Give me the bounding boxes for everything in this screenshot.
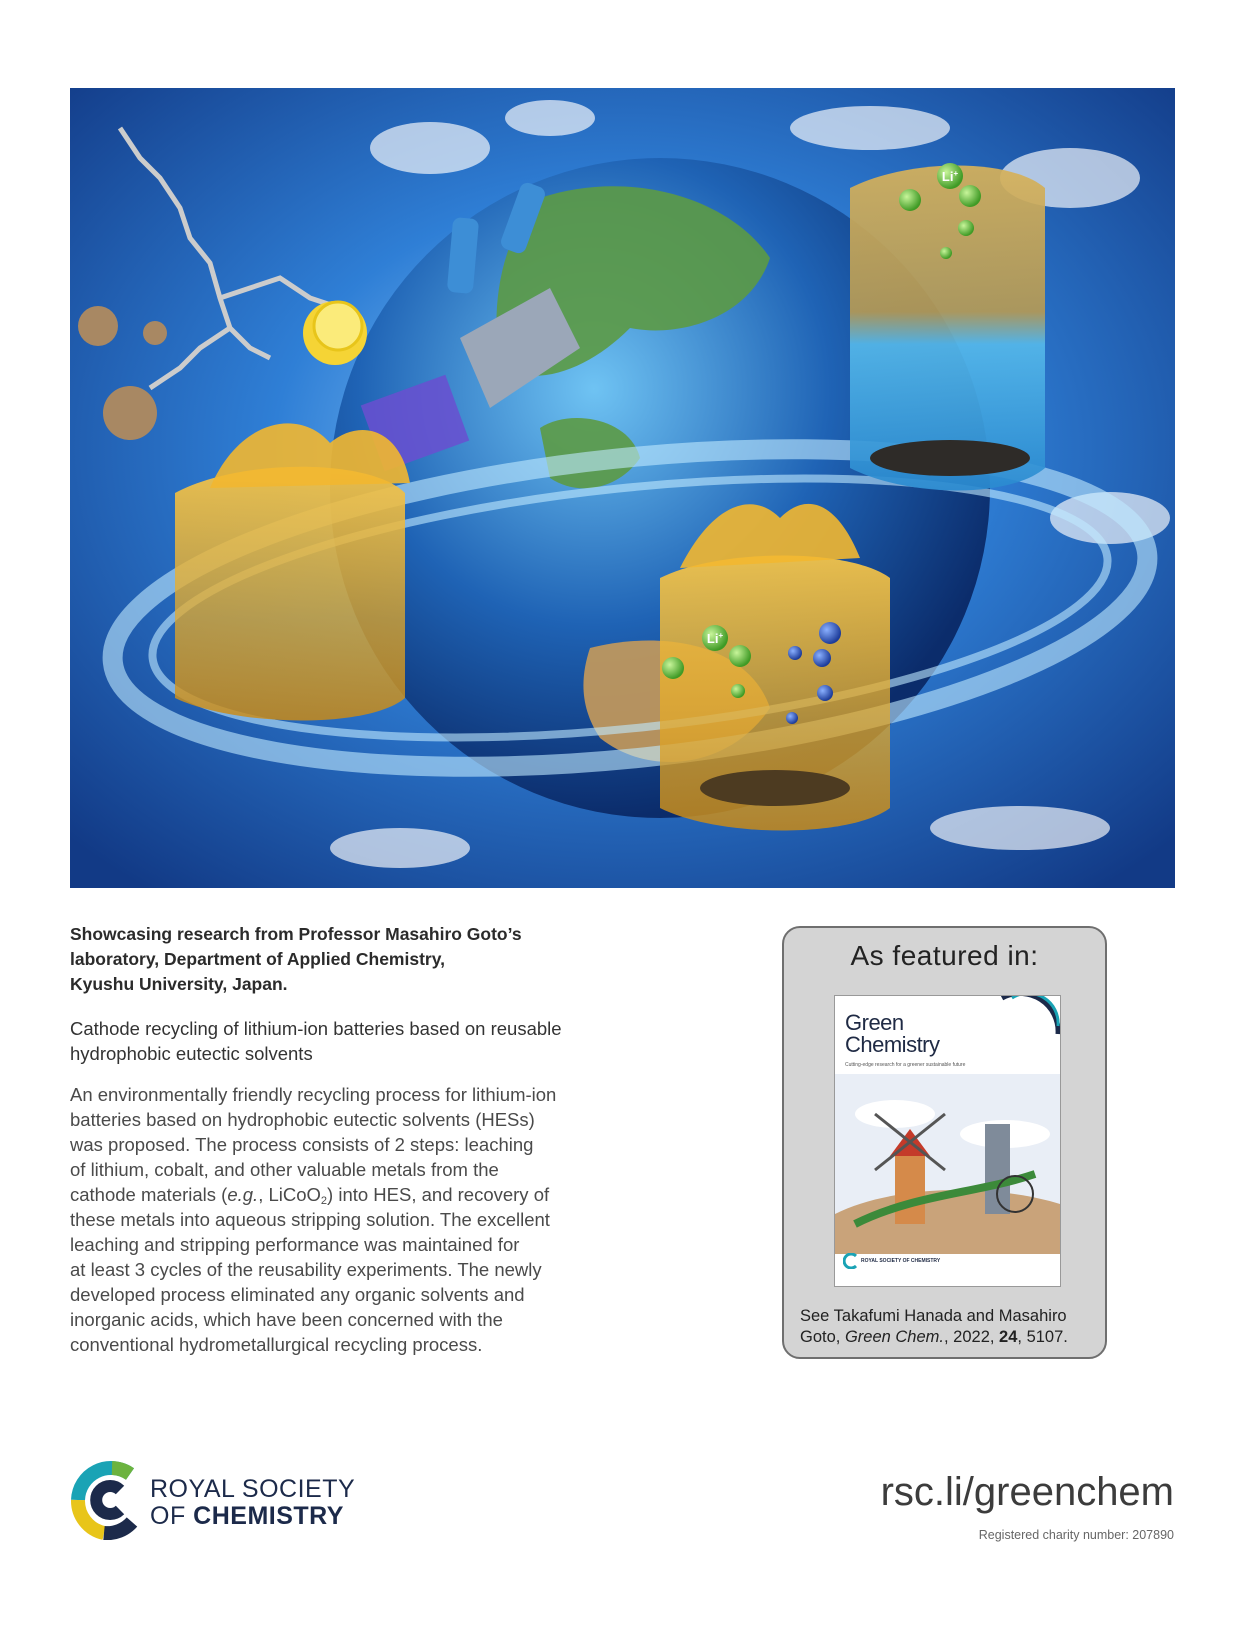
- journal-cover[interactable]: [834, 995, 1061, 1287]
- cover-subtitle: Cutting-edge research for a greener sustainable future: [845, 1062, 966, 1068]
- rsc-wordmark-fragment: OF: [150, 1502, 194, 1530]
- hero-illustration: [70, 88, 1175, 888]
- featured-box: [782, 926, 1107, 1359]
- article-title-line: Cathode recycling of lithium-ion batteries based on reusable: [70, 1018, 562, 1039]
- caption-journal: Green Chem.: [844, 1328, 944, 1346]
- abstract-fragment: ) into HES, and recovery of: [327, 1184, 550, 1205]
- abstract-line: conventional hydrometallurgical recycling process.: [70, 1334, 483, 1355]
- abstract-line: at least 3 cycles of the reusability experiments. The newly: [70, 1259, 542, 1280]
- abstract-fragment: cathode materials (: [70, 1184, 228, 1205]
- article-title-line: hydrophobic eutectic solvents: [70, 1043, 313, 1064]
- abstract-line: leaching and stripping performance was maintained for: [70, 1234, 520, 1255]
- abstract: [70, 1082, 630, 1357]
- cover-title-line: Chemistry: [845, 1032, 940, 1057]
- showcase-line: laboratory, Department of Applied Chemistry,: [70, 949, 446, 969]
- cover-rsc-logo-icon: [843, 1253, 859, 1269]
- caption-fragment: Goto,: [800, 1328, 845, 1346]
- abstract-line: inorganic acids, which have been concerned with the: [70, 1309, 503, 1330]
- featured-heading: As featured in:: [850, 940, 1039, 971]
- abstract-line: these metals into aqueous stripping solution. The excellent: [70, 1209, 550, 1230]
- rsc-logo-icon: [70, 1460, 140, 1540]
- article-title: [70, 1016, 650, 1066]
- caption-fragment: , 5107.: [1017, 1328, 1068, 1346]
- rsc-wordmark: [150, 1476, 355, 1530]
- abstract-line: was proposed. The process consists of 2 steps: leaching: [70, 1134, 534, 1155]
- abstract-line: An environmentally friendly recycling process for lithium-ion: [70, 1084, 557, 1105]
- caption-volume: 24: [999, 1328, 1018, 1346]
- showcase-text: [70, 922, 630, 997]
- cover-arc-icon: [1000, 996, 1060, 1036]
- featured-caption: [800, 1306, 1095, 1348]
- abstract-line: [70, 1182, 630, 1207]
- rsc-wordmark-line: ROYAL SOCIETY: [150, 1475, 356, 1503]
- cover-title-line: Green: [845, 1010, 904, 1035]
- showcase-line: Showcasing research from Professor Masahiro Goto’s: [70, 924, 522, 944]
- caption-line: See Takafumi Hanada and Masahiro: [800, 1307, 1067, 1325]
- li-ion-label: Li+: [706, 631, 724, 646]
- abstract-subscript: 2: [320, 1195, 328, 1207]
- abstract-fragment: , LiCoO: [258, 1184, 321, 1205]
- charity-number: Registered charity number: 207890: [978, 1528, 1174, 1542]
- showcase-line: Kyushu University, Japan.: [70, 974, 288, 994]
- abstract-line: of lithium, cobalt, and other valuable metals from the: [70, 1159, 499, 1180]
- abstract-line: batteries based on hydrophobic eutectic solvents (HESs): [70, 1109, 535, 1130]
- cover-title: [845, 1012, 940, 1056]
- abstract-line: developed process eliminated any organic solvents and: [70, 1284, 525, 1305]
- cover-footer: ROYAL SOCIETY OF CHEMISTRY: [861, 1258, 941, 1264]
- li-ion-label: Li+: [941, 169, 959, 184]
- cover-artwork: [835, 1074, 1060, 1254]
- rsc-wordmark-line: [150, 1503, 355, 1530]
- rsc-wordmark-bold: CHEMISTRY: [193, 1502, 344, 1530]
- caption-line: [800, 1327, 1095, 1348]
- hero-artwork: [70, 88, 1175, 888]
- abstract-italic: e.g.: [227, 1184, 259, 1205]
- caption-fragment: , 2022,: [944, 1328, 1000, 1346]
- journal-url-link[interactable]: rsc.li/greenchem: [880, 1470, 1174, 1514]
